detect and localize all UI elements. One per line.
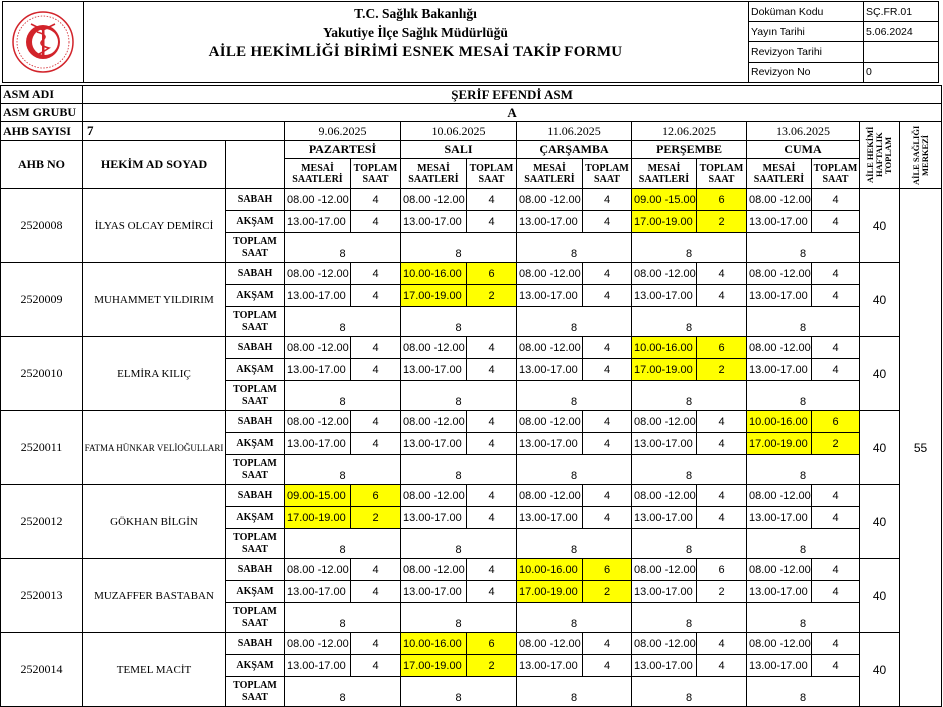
day-total: 8 [401,307,517,337]
weekly-total: 40 [860,633,900,707]
evening-total: 4 [351,285,401,307]
evening-label: AKŞAM [226,507,285,529]
asm-group-label: ASM GRUBU [1,104,83,122]
evening-hours: 13.00-17.00 [285,285,351,307]
form-title: AİLE HEKİMLİĞİ BİRİMİ ESNEK MESAİ TAKİP FORMU [208,44,623,60]
evening-hours: 13.00-17.00 [401,581,467,603]
morning-total: 4 [467,337,517,359]
day-total: 8 [747,307,860,337]
morning-total: 6 [583,559,632,581]
day-total-label: TOPLAM SAAT [226,603,285,633]
directorate-title: Yakutiye İlçe Sağlık Müdürlüğü [323,25,508,40]
evening-total: 4 [812,211,860,233]
day-total-label: TOPLAM SAAT [226,307,285,337]
morning-label: SABAH [226,633,285,655]
evening-hours: 13.00-17.00 [285,581,351,603]
ministry-title: T.C. Sağlık Bakanlığı [354,6,477,21]
day-total: 8 [517,677,632,707]
day-total: 8 [285,529,401,559]
day-total-label: TOPLAM SAAT [226,455,285,485]
morning-hours: 08.00 -12.00 [401,337,467,359]
evening-hours: 13.00-17.00 [517,285,583,307]
evening-total: 4 [351,359,401,381]
morning-label: SABAH [226,411,285,433]
morning-total: 4 [697,485,747,507]
evening-total: 4 [697,285,747,307]
evening-hours: 13.00-17.00 [517,359,583,381]
evening-total: 2 [812,433,860,455]
morning-total: 4 [351,337,401,359]
evening-label: AKŞAM [226,433,285,455]
evening-total: 4 [583,433,632,455]
morning-total: 6 [697,189,747,211]
ahb-count-label: AHB SAYISI [1,122,83,141]
day-total: 8 [517,233,632,263]
meta-value [864,42,940,62]
morning-total: 6 [812,411,860,433]
form-titles [83,2,748,82]
morning-total: 4 [351,633,401,655]
day-total: 8 [285,677,401,707]
day-total-label: TOPLAM SAAT [226,529,285,559]
day-total: 8 [285,603,401,633]
day-total: 8 [401,603,517,633]
day-total: 8 [517,307,632,337]
evening-hours: 13.00-17.00 [632,433,697,455]
morning-hours: 08.00 -12.00 [401,189,467,211]
weekly-total-header: AİLE HEKİMİ HAFTALIK TOPLAM [860,122,900,189]
morning-hours: 08.00 -12.00 [517,485,583,507]
day-total: 8 [401,677,517,707]
morning-hours: 08.00 -12.00 [632,633,697,655]
ministry-of-health-logo [3,2,84,82]
ahb-no-header: AHB NO [1,141,83,189]
toplam-header: TOPLAM SAAT [697,159,747,189]
day-total: 8 [285,233,401,263]
day-total: 8 [517,455,632,485]
evening-total: 4 [697,655,747,677]
day-total: 8 [747,603,860,633]
evening-hours: 13.00-17.00 [747,655,812,677]
morning-hours: 08.00 -12.00 [632,411,697,433]
form-header [2,1,939,83]
evening-hours: 17.00-19.00 [517,581,583,603]
morning-hours: 10.00-16.00 [517,559,583,581]
ahb-number: 2520010 [1,337,83,411]
evening-hours: 13.00-17.00 [517,211,583,233]
morning-hours: 08.00 -12.00 [285,411,351,433]
morning-hours: 09.00-15.00 [285,485,351,507]
day-total: 8 [747,381,860,411]
morning-label: SABAH [226,485,285,507]
morning-hours: 08.00 -12.00 [632,263,697,285]
meta-label: Revizyon Tarihi [749,42,864,62]
morning-total: 6 [697,559,747,581]
morning-hours: 08.00 -12.00 [401,411,467,433]
evening-hours: 13.00-17.00 [632,655,697,677]
morning-hours: 08.00 -12.00 [517,411,583,433]
morning-hours: 08.00 -12.00 [632,485,697,507]
day-name: SALI [401,141,517,159]
morning-hours: 08.00 -12.00 [747,189,812,211]
evening-total: 4 [812,359,860,381]
evening-total: 4 [583,211,632,233]
morning-hours: 08.00 -12.00 [285,337,351,359]
morning-hours: 08.00 -12.00 [285,633,351,655]
morning-hours: 08.00 -12.00 [517,337,583,359]
evening-hours: 17.00-19.00 [401,655,467,677]
evening-hours: 13.00-17.00 [285,211,351,233]
morning-total: 4 [351,411,401,433]
morning-label: SABAH [226,189,285,211]
morning-total: 4 [697,411,747,433]
evening-hours: 13.00-17.00 [747,359,812,381]
evening-total: 2 [697,581,747,603]
evening-total: 2 [583,581,632,603]
evening-total: 4 [583,285,632,307]
evening-label: AKŞAM [226,581,285,603]
morning-hours: 08.00 -12.00 [517,189,583,211]
morning-total: 4 [351,559,401,581]
morning-total: 4 [583,263,632,285]
morning-total: 4 [812,337,860,359]
evening-hours: 13.00-17.00 [517,433,583,455]
day-total: 8 [747,677,860,707]
meta-value: SÇ.FR.01 [864,2,940,22]
morning-total: 6 [467,633,517,655]
ahb-number: 2520014 [1,633,83,707]
morning-total: 4 [467,485,517,507]
morning-total: 4 [351,263,401,285]
day-total: 8 [517,603,632,633]
morning-hours: 10.00-16.00 [747,411,812,433]
evening-hours: 17.00-19.00 [632,211,697,233]
evening-hours: 13.00-17.00 [517,507,583,529]
evening-total: 2 [467,655,517,677]
toplam-header: TOPLAM SAAT [583,159,632,189]
morning-hours: 08.00 -12.00 [747,337,812,359]
evening-total: 2 [467,285,517,307]
day-name: PERŞEMBE [632,141,747,159]
evening-total: 4 [351,581,401,603]
day-total: 8 [632,677,747,707]
day-total: 8 [285,307,401,337]
day-total-label: TOPLAM SAAT [226,233,285,263]
day-total: 8 [632,307,747,337]
day-total: 8 [517,529,632,559]
evening-label: AKŞAM [226,285,285,307]
morning-total: 4 [583,485,632,507]
morning-total: 4 [583,633,632,655]
morning-hours: 08.00 -12.00 [517,633,583,655]
evening-label: AKŞAM [226,359,285,381]
morning-hours: 08.00 -12.00 [285,263,351,285]
doctor-name: MUHAMMET YILDIRIM [83,263,226,337]
evening-hours: 17.00-19.00 [632,359,697,381]
meta-label: Revizyon No [749,62,864,82]
morning-total: 6 [467,263,517,285]
evening-hours: 17.00-19.00 [747,433,812,455]
evening-hours: 17.00-19.00 [401,285,467,307]
mesai-header: MESAİ SAATLERİ [401,159,467,189]
evening-hours: 13.00-17.00 [632,285,697,307]
schedule-table [0,85,942,707]
meta-label: Doküman Kodu [749,2,864,22]
evening-total: 4 [583,507,632,529]
weekly-total: 40 [860,337,900,411]
evening-hours: 13.00-17.00 [747,581,812,603]
morning-total: 4 [583,337,632,359]
evening-total: 4 [812,655,860,677]
morning-label: SABAH [226,337,285,359]
evening-hours: 13.00-17.00 [747,285,812,307]
weekly-total: 40 [860,485,900,559]
evening-total: 4 [351,433,401,455]
morning-hours: 08.00 -12.00 [632,559,697,581]
evening-hours: 13.00-17.00 [517,655,583,677]
morning-hours: 08.00 -12.00 [747,559,812,581]
ahb-number: 2520011 [1,411,83,485]
day-total-label: TOPLAM SAAT [226,381,285,411]
evening-total: 2 [351,507,401,529]
meta-label: Yayın Tarihi [749,22,864,42]
toplam-header: TOPLAM SAAT [812,159,860,189]
evening-hours: 17.00-19.00 [285,507,351,529]
morning-total: 4 [812,263,860,285]
morning-total: 4 [697,263,747,285]
evening-total: 4 [467,211,517,233]
day-total: 8 [747,233,860,263]
evening-total: 4 [583,359,632,381]
morning-total: 6 [351,485,401,507]
morning-hours: 08.00 -12.00 [401,485,467,507]
asm-group: A [83,104,942,122]
morning-total: 4 [583,411,632,433]
day-total: 8 [285,455,401,485]
evening-hours: 13.00-17.00 [401,359,467,381]
evening-total: 4 [467,433,517,455]
morning-total: 4 [812,189,860,211]
meta-value: 0 [866,66,872,79]
morning-hours: 08.00 -12.00 [401,559,467,581]
day-total: 8 [747,529,860,559]
evening-total: 4 [812,285,860,307]
morning-total: 6 [697,337,747,359]
evening-total: 2 [697,359,747,381]
doctor-name: FATMA HÜNKAR VELİOĞULLARI [83,411,226,485]
evening-total: 4 [467,507,517,529]
ahb-number: 2520012 [1,485,83,559]
day-total: 8 [632,381,747,411]
center-total: 55 [900,189,942,707]
day-total: 8 [632,603,747,633]
doctor-name: TEMEL MACİT [83,633,226,707]
evening-hours: 13.00-17.00 [747,507,812,529]
evening-total: 4 [697,507,747,529]
morning-total: 4 [467,411,517,433]
day-total: 8 [401,233,517,263]
morning-total: 4 [812,559,860,581]
day-date: 12.06.2025 [632,122,747,141]
evening-total: 4 [812,581,860,603]
day-name: PAZARTESİ [285,141,401,159]
day-total: 8 [401,529,517,559]
morning-total: 4 [697,633,747,655]
day-total: 8 [401,455,517,485]
morning-hours: 08.00 -12.00 [747,485,812,507]
ahb-number: 2520013 [1,559,83,633]
day-name: CUMA [747,141,860,159]
morning-hours: 09.00 -15.00 [632,189,697,211]
day-date: 9.06.2025 [285,122,401,141]
evening-hours: 13.00-17.00 [401,211,467,233]
toplam-header: TOPLAM SAAT [467,159,517,189]
day-total: 8 [285,381,401,411]
evening-label: AKŞAM [226,655,285,677]
morning-total: 4 [467,559,517,581]
morning-total: 4 [812,633,860,655]
ahb-number: 2520009 [1,263,83,337]
day-total-label: TOPLAM SAAT [226,677,285,707]
evening-hours: 13.00-17.00 [401,433,467,455]
day-total: 8 [632,455,747,485]
morning-hours: 10.00-16.00 [632,337,697,359]
day-date: 11.06.2025 [517,122,632,141]
morning-total: 4 [467,189,517,211]
mesai-header: MESAİ SAATLERİ [747,159,812,189]
morning-hours: 08.00 -12.00 [747,633,812,655]
evening-hours: 13.00-17.00 [747,211,812,233]
meta-value: 5.06.2024 [864,22,940,42]
ahb-count: 7 [83,122,226,141]
day-total: 8 [632,233,747,263]
asm-name-label: ASM ADI [1,86,83,104]
evening-hours: 13.00-17.00 [285,359,351,381]
evening-total: 4 [583,655,632,677]
center-header: AİLE SAĞLIĞI MERKEZİ [900,122,942,189]
evening-total: 4 [351,655,401,677]
evening-total: 4 [697,433,747,455]
ahb-number: 2520008 [1,189,83,263]
morning-hours: 08.00 -12.00 [285,189,351,211]
day-total: 8 [517,381,632,411]
evening-hours: 13.00-17.00 [285,655,351,677]
evening-label: AKŞAM [226,211,285,233]
evening-total: 4 [812,507,860,529]
doctor-name: ELMİRA KILIÇ [83,337,226,411]
document-meta [748,2,941,82]
morning-hours: 08.00 -12.00 [747,263,812,285]
evening-total: 4 [467,581,517,603]
evening-total: 2 [697,211,747,233]
weekly-total: 40 [860,411,900,485]
toplam-header: TOPLAM SAAT [351,159,401,189]
evening-hours: 13.00-17.00 [632,507,697,529]
morning-label: SABAH [226,559,285,581]
day-total: 8 [632,529,747,559]
mesai-header: MESAİ SAATLERİ [285,159,351,189]
doctor-name-header: HEKİM AD SOYAD [83,141,226,189]
day-total: 8 [401,381,517,411]
morning-hours: 10.00-16.00 [401,633,467,655]
morning-hours: 08.00 -12.00 [285,559,351,581]
doctor-name: MUZAFFER BASTABAN [83,559,226,633]
mesai-header: MESAİ SAATLERİ [632,159,697,189]
morning-total: 4 [351,189,401,211]
evening-hours: 13.00-17.00 [401,507,467,529]
morning-label: SABAH [226,263,285,285]
day-name: ÇARŞAMBA [517,141,632,159]
morning-hours: 10.00-16.00 [401,263,467,285]
morning-total: 4 [583,189,632,211]
mesai-header: MESAİ SAATLERİ [517,159,583,189]
evening-hours: 13.00-17.00 [285,433,351,455]
day-date: 13.06.2025 [747,122,860,141]
weekly-total: 40 [860,189,900,263]
evening-total: 4 [351,211,401,233]
doctor-name: İLYAS OLCAY DEMİRCİ [83,189,226,263]
weekly-total: 40 [860,263,900,337]
morning-hours: 08.00 -12.00 [517,263,583,285]
evening-total: 4 [467,359,517,381]
weekly-total: 40 [860,559,900,633]
evening-hours: 13.00-17.00 [632,581,697,603]
day-total: 8 [747,455,860,485]
morning-total: 4 [812,485,860,507]
doctor-name: GÖKHAN BİLGİN [83,485,226,559]
asm-name: ŞERİF EFENDİ ASM [83,86,942,104]
day-date: 10.06.2025 [401,122,517,141]
